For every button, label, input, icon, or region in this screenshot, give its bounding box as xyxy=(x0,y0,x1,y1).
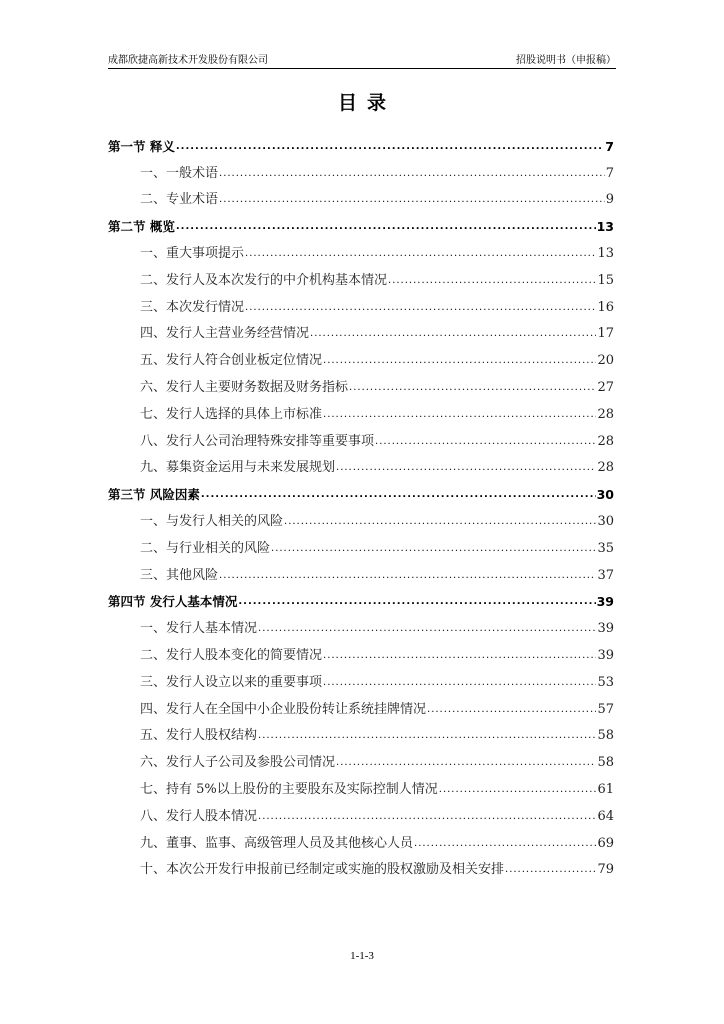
toc-entry-title: 第四节 发行人基本情况 xyxy=(108,594,238,610)
toc-subsection-entry[interactable] xyxy=(108,182,614,209)
toc-entry-page: 20 xyxy=(597,353,614,369)
toc-entry-title: 二、与行业相关的风险 xyxy=(140,540,271,556)
toc-leader-dots xyxy=(245,246,596,262)
toc-entry-page: 39 xyxy=(597,647,614,663)
toc-subsection-entry[interactable] xyxy=(108,744,614,771)
toc-entry-title: 六、发行人主要财务数据及财务指标 xyxy=(140,379,349,395)
toc-leader-dots xyxy=(323,353,596,369)
toc-subsection-entry[interactable] xyxy=(108,852,614,879)
toc-leader-dots xyxy=(219,192,605,208)
toc-leader-dots xyxy=(505,862,596,878)
toc-entry-page: 58 xyxy=(597,728,614,744)
toc-subsection-entry[interactable] xyxy=(108,423,614,450)
toc-subsection-entry[interactable] xyxy=(108,289,614,316)
toc-entry-title: 五、发行人股权结构 xyxy=(140,728,258,744)
toc-entry-page: 30 xyxy=(597,513,614,529)
toc-subsection-entry[interactable] xyxy=(108,718,614,745)
toc-entry-page: 28 xyxy=(597,406,614,422)
toc-entry-title: 第二节 概览 xyxy=(108,219,175,235)
toc-subsection-entry[interactable] xyxy=(108,235,614,262)
toc-entry-title: 七、发行人选择的具体上市标准 xyxy=(140,406,323,422)
toc-entry-title: 四、发行人在全国中小企业股份转让系统挂牌情况 xyxy=(140,701,427,717)
toc-entry-page: 37 xyxy=(597,567,614,583)
toc-leader-dots xyxy=(271,541,596,557)
toc-section-entry[interactable] xyxy=(108,208,614,235)
toc-subsection-entry[interactable] xyxy=(108,262,614,289)
toc-entry-page: 58 xyxy=(597,755,614,771)
toc-leader-dots xyxy=(176,219,596,235)
toc-leader-dots xyxy=(439,782,597,798)
toc-leader-dots xyxy=(414,836,596,852)
toc-entry-page: 7 xyxy=(605,138,614,154)
toc-subsection-entry[interactable] xyxy=(108,369,614,396)
toc-subsection-entry[interactable] xyxy=(108,771,614,798)
toc-leader-dots xyxy=(245,300,596,316)
header-rule xyxy=(108,68,616,69)
toc-leader-dots xyxy=(258,728,596,744)
toc-entry-page: 69 xyxy=(597,835,614,851)
toc-leader-dots xyxy=(388,273,596,289)
toc-entry-title: 一、重大事项提示 xyxy=(140,245,245,261)
toc-leader-dots xyxy=(375,434,596,450)
toc-subsection-entry[interactable] xyxy=(108,530,614,557)
toc-entry-page: 28 xyxy=(597,460,614,476)
toc-subsection-entry[interactable] xyxy=(108,557,614,584)
toc-leader-dots xyxy=(349,380,596,396)
toc-entry-title: 三、本次发行情况 xyxy=(140,299,245,315)
toc-subsection-entry[interactable] xyxy=(108,610,614,637)
toc-entry-title: 二、发行人及本次发行的中介机构基本情况 xyxy=(140,272,388,288)
toc-subsection-entry[interactable] xyxy=(108,155,614,182)
page-number: 1-1-3 xyxy=(350,950,374,962)
toc-entry-page: 9 xyxy=(605,192,614,208)
toc-subsection-entry[interactable] xyxy=(108,316,614,343)
header-doc-type: 招股说明书（申报稿） xyxy=(516,55,616,66)
toc-entry-page: 15 xyxy=(597,272,614,288)
toc-entry-title: 十、本次公开发行申报前已经制定或实施的股权激励及相关安排 xyxy=(140,862,505,878)
toc-entry-page: 17 xyxy=(597,326,614,342)
toc-entry-page: 53 xyxy=(597,674,614,690)
toc-leader-dots xyxy=(323,648,596,664)
toc-entry-title: 一、一般术语 xyxy=(140,165,219,181)
toc-entry-title: 三、发行人设立以来的重要事项 xyxy=(140,674,323,690)
toc-leader-dots xyxy=(219,568,596,584)
toc-subsection-entry[interactable] xyxy=(108,798,614,825)
toc-leader-dots xyxy=(201,487,596,503)
toc-entry-page: 7 xyxy=(605,165,614,181)
toc-entry-page: 35 xyxy=(597,540,614,556)
toc-leader-dots xyxy=(310,326,596,342)
toc-leader-dots xyxy=(219,166,605,182)
toc-entry-page: 39 xyxy=(596,594,614,610)
toc-entry-title: 七、持有 5%以上股份的主要股东及实际控制人情况 xyxy=(140,781,438,797)
toc-entry-title: 三、其他风险 xyxy=(140,567,219,583)
toc-subsection-entry[interactable] xyxy=(108,691,614,718)
toc-subsection-entry[interactable] xyxy=(108,396,614,423)
toc-entry-title: 二、发行人股本变化的简要情况 xyxy=(140,647,323,663)
toc-leader-dots xyxy=(238,594,595,610)
toc-entry-title: 六、发行人子公司及参股公司情况 xyxy=(140,755,336,771)
toc-entry-title: 第三节 风险因素 xyxy=(108,487,200,503)
toc-entry-title: 五、发行人符合创业板定位情况 xyxy=(140,353,323,369)
toc-leader-dots xyxy=(323,407,596,423)
toc-title: 目录 xyxy=(337,92,396,114)
toc-entry-page: 13 xyxy=(596,219,614,235)
toc-leader-dots xyxy=(284,514,596,530)
toc-entry-title: 八、发行人公司治理特殊安排等重要事项 xyxy=(140,433,375,449)
toc-entry-title: 二、专业术语 xyxy=(140,192,219,208)
toc-section-entry[interactable] xyxy=(108,128,614,155)
toc-entry-page: 13 xyxy=(597,245,614,261)
page-header xyxy=(108,50,616,66)
table-of-contents xyxy=(108,128,614,878)
toc-leader-dots xyxy=(323,675,596,691)
toc-subsection-entry[interactable] xyxy=(108,450,614,477)
toc-entry-title: 一、发行人基本情况 xyxy=(140,621,258,637)
toc-entry-page: 28 xyxy=(597,433,614,449)
header-company: 成都欣捷高新技术开发股份有限公司 xyxy=(108,55,268,66)
toc-entry-page: 61 xyxy=(597,781,614,797)
toc-leader-dots xyxy=(258,621,596,637)
toc-subsection-entry[interactable] xyxy=(108,637,614,664)
toc-entry-title: 九、募集资金运用与未来发展规划 xyxy=(140,460,336,476)
toc-entry-page: 79 xyxy=(597,862,614,878)
toc-entry-title: 八、发行人股本情况 xyxy=(140,808,258,824)
toc-leader-dots xyxy=(258,809,596,825)
toc-section-entry[interactable] xyxy=(108,584,614,611)
toc-entry-title: 第一节 释义 xyxy=(108,138,175,154)
toc-section-entry[interactable] xyxy=(108,476,614,503)
toc-subsection-entry[interactable] xyxy=(108,825,614,852)
toc-leader-dots xyxy=(176,139,604,155)
toc-entry-page: 39 xyxy=(597,621,614,637)
toc-leader-dots xyxy=(336,460,596,476)
toc-entry-title: 九、董事、监事、高级管理人员及其他核心人员 xyxy=(140,835,414,851)
toc-entry-title: 一、与发行人相关的风险 xyxy=(140,513,284,529)
toc-subsection-entry[interactable] xyxy=(108,342,614,369)
toc-subsection-entry[interactable] xyxy=(108,664,614,691)
toc-leader-dots xyxy=(336,755,596,771)
toc-entry-page: 30 xyxy=(596,487,614,503)
toc-leader-dots xyxy=(427,702,596,718)
toc-entry-page: 64 xyxy=(597,808,614,824)
toc-entry-page: 16 xyxy=(597,299,614,315)
toc-subsection-entry[interactable] xyxy=(108,503,614,530)
toc-entry-title: 四、发行人主营业务经营情况 xyxy=(140,326,310,342)
toc-entry-page: 27 xyxy=(597,379,614,395)
toc-entry-page: 57 xyxy=(597,701,614,717)
